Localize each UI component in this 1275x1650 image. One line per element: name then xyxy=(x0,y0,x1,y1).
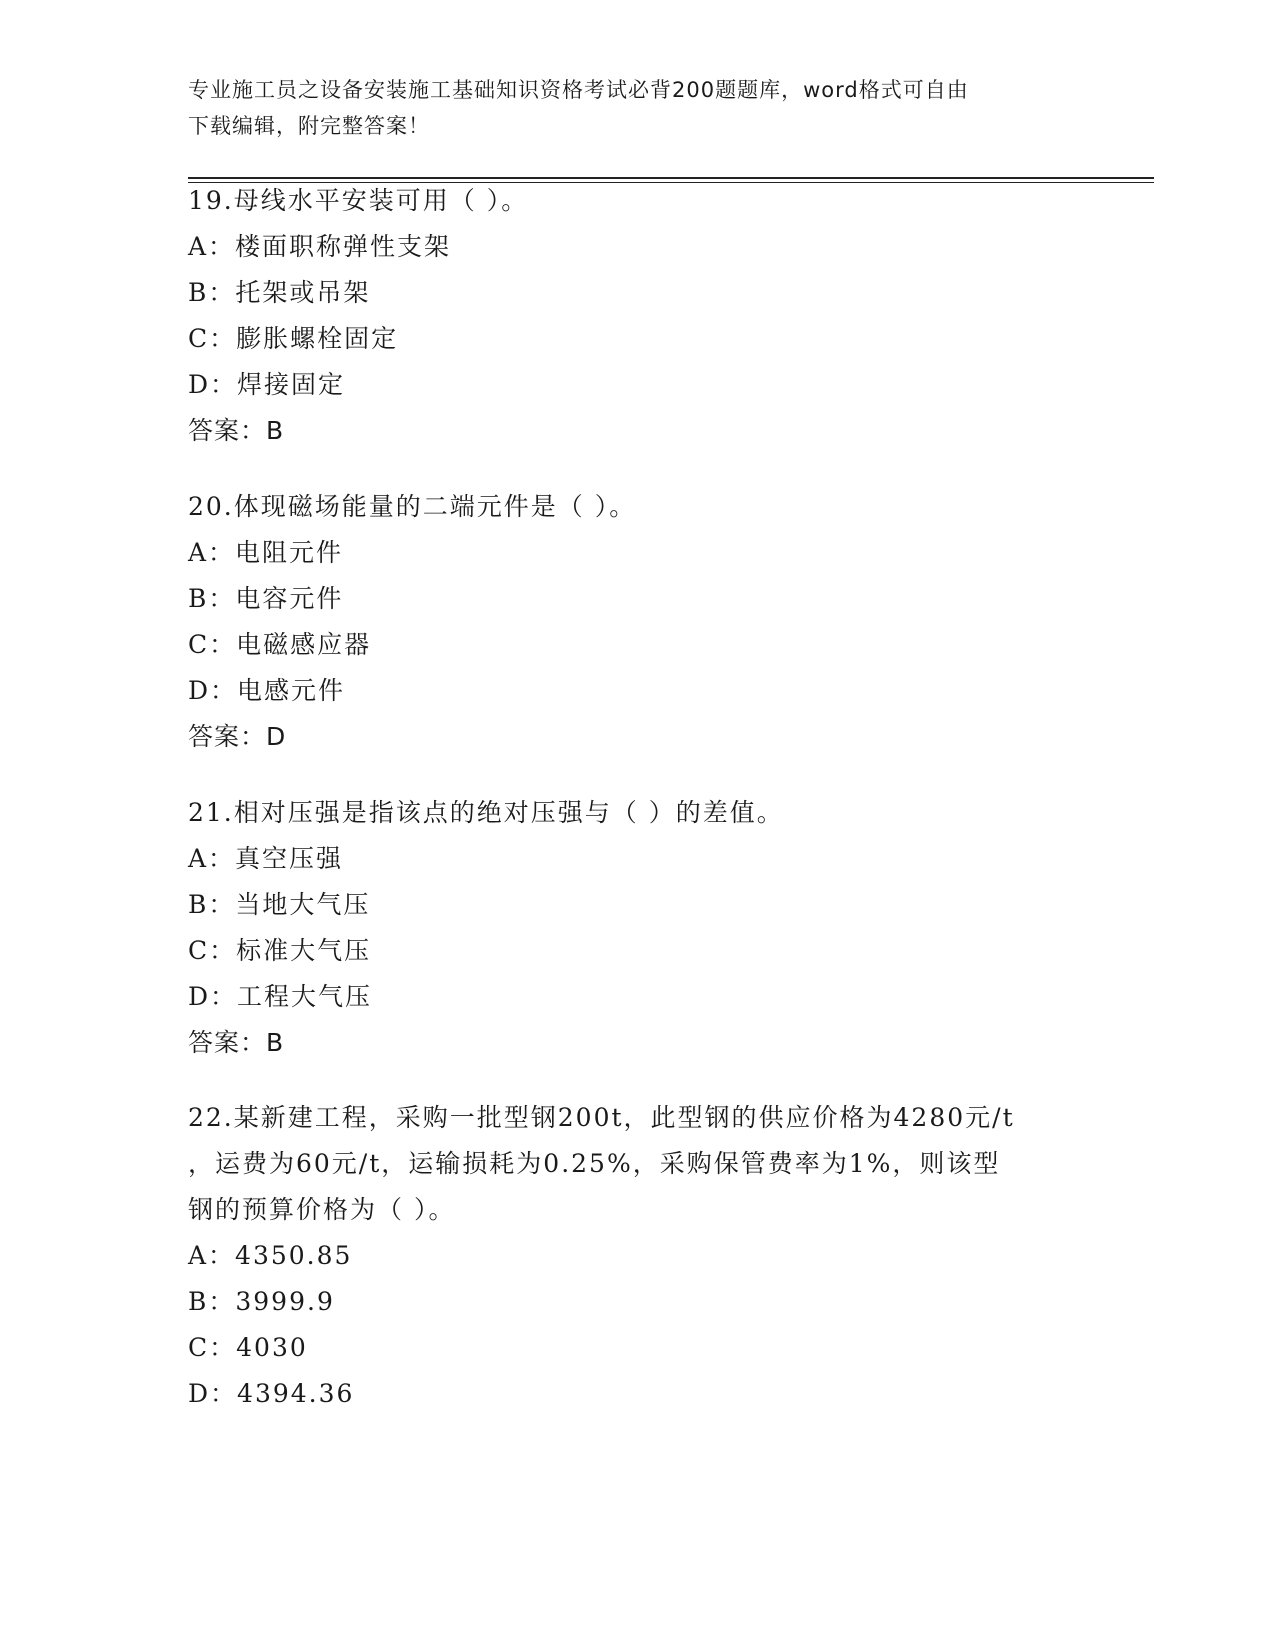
option-b: B：当地大气压 xyxy=(188,890,371,919)
option-a: A：4350.85 xyxy=(188,1241,353,1270)
header-line-2: 下载编辑，附完整答案！ xyxy=(188,114,430,138)
question-21 xyxy=(188,790,1078,1066)
option-b: B：托架或吊架 xyxy=(188,278,371,307)
answer-line: 答案：D xyxy=(188,722,287,751)
option-c: C：4030 xyxy=(188,1333,308,1362)
option-a: A：楼面职称弹性支架 xyxy=(188,232,452,261)
question-stem-line-2: ，运费为60元/t，运输损耗为0.25%，采购保管费率为1%，则该型 xyxy=(188,1149,1001,1178)
option-d: D：电感元件 xyxy=(188,676,346,705)
option-c: C：电磁感应器 xyxy=(188,630,372,659)
question-22 xyxy=(188,1095,1078,1417)
header-line-1: 专业施工员之设备安装施工基础知识资格考试必背200题题库，word格式可自由 xyxy=(188,78,969,102)
answer-line: 答案：B xyxy=(188,416,285,445)
question-stem: 19.母线水平安装可用（ ）。 xyxy=(188,186,529,215)
option-d: D：工程大气压 xyxy=(188,982,373,1011)
question-19 xyxy=(188,178,1078,454)
option-d: D：焊接固定 xyxy=(188,370,346,399)
option-a: A：电阻元件 xyxy=(188,538,344,567)
answer-line: 答案：B xyxy=(188,1028,285,1057)
option-c: C：膨胀螺栓固定 xyxy=(188,324,399,353)
option-d: D：4394.36 xyxy=(188,1379,355,1408)
question-stem-line-1: 22.某新建工程，采购一批型钢200t，此型钢的供应价格为4280元/t xyxy=(188,1103,1015,1132)
question-20 xyxy=(188,484,1078,760)
question-stem-line-3: 钢的预算价格为（ ）。 xyxy=(188,1195,456,1224)
option-b: B：3999.9 xyxy=(188,1287,335,1316)
document-header xyxy=(188,72,1088,144)
question-stem: 20.体现磁场能量的二端元件是（ ）。 xyxy=(188,492,637,521)
question-stem: 21.相对压强是指该点的绝对压强与（ ）的差值。 xyxy=(188,798,784,827)
option-a: A：真空压强 xyxy=(188,844,344,873)
option-b: B：电容元件 xyxy=(188,584,344,613)
option-c: C：标准大气压 xyxy=(188,936,372,965)
